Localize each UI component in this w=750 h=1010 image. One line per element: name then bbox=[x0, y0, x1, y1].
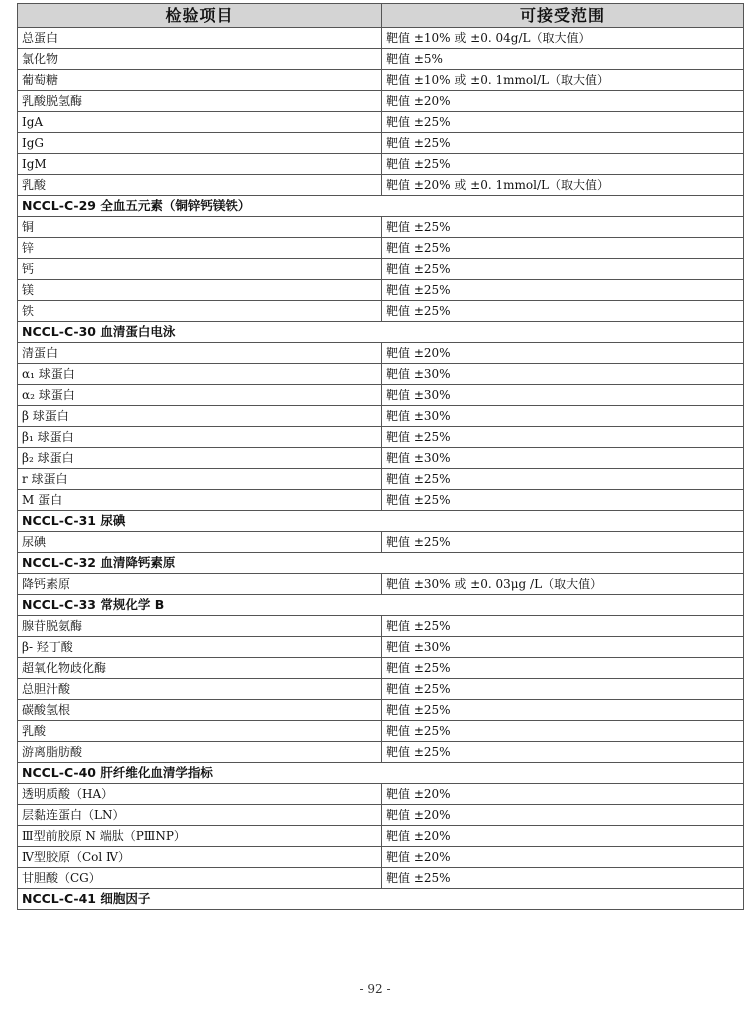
table-row bbox=[18, 364, 744, 385]
range-cell: 靶值 ±25% bbox=[382, 616, 744, 637]
page-number: - 92 - bbox=[359, 982, 391, 996]
range-cell: 靶值 ±20% bbox=[382, 91, 744, 112]
section-title: NCCL-C-29 全血五元素（铜锌钙镁铁） bbox=[18, 196, 744, 217]
item-cell: 锌 bbox=[18, 238, 382, 259]
table-row bbox=[18, 133, 744, 154]
section-title: NCCL-C-31 尿碘 bbox=[18, 511, 744, 532]
range-cell: 靶值 ±25% bbox=[382, 721, 744, 742]
range-cell: 靶值 ±30% bbox=[382, 406, 744, 427]
range-cell: 靶值 ±20% 或 ±0. 1mmol/L（取大值） bbox=[382, 175, 744, 196]
item-cell: 甘胆酸（CG） bbox=[18, 868, 382, 889]
header-range: 可接受范围 bbox=[382, 4, 744, 28]
range-cell: 靶值 ±25% bbox=[382, 427, 744, 448]
item-cell: 镁 bbox=[18, 280, 382, 301]
range-cell: 靶值 ±10% 或 ±0. 1mmol/L（取大值） bbox=[382, 70, 744, 91]
item-cell: 清蛋白 bbox=[18, 343, 382, 364]
table-row bbox=[18, 700, 744, 721]
item-cell: 层黏连蛋白（LN） bbox=[18, 805, 382, 826]
table-row bbox=[18, 154, 744, 175]
item-cell: Ⅲ型前胶原 N 端肽（PⅢNP） bbox=[18, 826, 382, 847]
table-row bbox=[18, 679, 744, 700]
range-cell: 靶值 ±25% bbox=[382, 217, 744, 238]
table-row bbox=[18, 490, 744, 511]
item-cell: 铜 bbox=[18, 217, 382, 238]
table-row bbox=[18, 868, 744, 889]
section-header-row bbox=[18, 889, 744, 910]
item-cell: IgM bbox=[18, 154, 382, 175]
range-cell: 靶值 ±25% bbox=[382, 133, 744, 154]
item-cell: 游离脂肪酸 bbox=[18, 742, 382, 763]
item-cell: 碳酸氢根 bbox=[18, 700, 382, 721]
item-cell: 透明质酸（HA） bbox=[18, 784, 382, 805]
range-cell: 靶值 ±20% bbox=[382, 847, 744, 868]
item-cell: 超氧化物歧化酶 bbox=[18, 658, 382, 679]
item-cell: 总蛋白 bbox=[18, 28, 382, 49]
range-cell: 靶值 ±30% bbox=[382, 637, 744, 658]
table-row bbox=[18, 175, 744, 196]
table-row bbox=[18, 280, 744, 301]
range-cell: 靶值 ±25% bbox=[382, 238, 744, 259]
range-cell: 靶值 ±30% bbox=[382, 385, 744, 406]
section-title: NCCL-C-30 血清蛋白电泳 bbox=[18, 322, 744, 343]
document-page bbox=[17, 3, 743, 910]
item-cell: 葡萄糖 bbox=[18, 70, 382, 91]
item-cell: 铁 bbox=[18, 301, 382, 322]
table-row bbox=[18, 574, 744, 595]
item-cell: 尿碘 bbox=[18, 532, 382, 553]
table-row bbox=[18, 112, 744, 133]
range-cell: 靶值 ±25% bbox=[382, 532, 744, 553]
table-row bbox=[18, 826, 744, 847]
section-title: NCCL-C-40 肝纤维化血清学指标 bbox=[18, 763, 744, 784]
item-cell: Ⅳ型胶原（Col Ⅳ） bbox=[18, 847, 382, 868]
range-cell: 靶值 ±20% bbox=[382, 805, 744, 826]
table-row bbox=[18, 658, 744, 679]
range-cell: 靶值 ±25% bbox=[382, 742, 744, 763]
table-row bbox=[18, 637, 744, 658]
table-row bbox=[18, 385, 744, 406]
item-cell: M 蛋白 bbox=[18, 490, 382, 511]
range-cell: 靶值 ±30% bbox=[382, 364, 744, 385]
item-cell: β₂ 球蛋白 bbox=[18, 448, 382, 469]
range-cell: 靶值 ±25% bbox=[382, 658, 744, 679]
range-cell: 靶值 ±25% bbox=[382, 301, 744, 322]
item-cell: β 球蛋白 bbox=[18, 406, 382, 427]
table-row bbox=[18, 616, 744, 637]
table-row bbox=[18, 406, 744, 427]
table-row bbox=[18, 448, 744, 469]
item-cell: 腺苷脱氨酶 bbox=[18, 616, 382, 637]
table-row bbox=[18, 301, 744, 322]
range-cell: 靶值 ±20% bbox=[382, 826, 744, 847]
range-cell: 靶值 ±30% 或 ±0. 03μg /L（取大值） bbox=[382, 574, 744, 595]
item-cell: IgA bbox=[18, 112, 382, 133]
section-header-row bbox=[18, 595, 744, 616]
range-cell: 靶值 ±20% bbox=[382, 784, 744, 805]
range-cell: 靶值 ±25% bbox=[382, 700, 744, 721]
table-row bbox=[18, 91, 744, 112]
table-row bbox=[18, 238, 744, 259]
item-cell: r 球蛋白 bbox=[18, 469, 382, 490]
table-row bbox=[18, 427, 744, 448]
item-cell: β₁ 球蛋白 bbox=[18, 427, 382, 448]
item-cell: 总胆汁酸 bbox=[18, 679, 382, 700]
range-cell: 靶值 ±25% bbox=[382, 154, 744, 175]
range-cell: 靶值 ±25% bbox=[382, 112, 744, 133]
section-header-row bbox=[18, 322, 744, 343]
range-cell: 靶值 ±25% bbox=[382, 868, 744, 889]
section-header-row bbox=[18, 763, 744, 784]
section-title: NCCL-C-32 血清降钙素原 bbox=[18, 553, 744, 574]
acceptance-range-table bbox=[17, 3, 744, 910]
range-cell: 靶值 ±25% bbox=[382, 469, 744, 490]
range-cell: 靶值 ±25% bbox=[382, 259, 744, 280]
section-title: NCCL-C-41 细胞因子 bbox=[18, 889, 744, 910]
range-cell: 靶值 ±30% bbox=[382, 448, 744, 469]
range-cell: 靶值 ±5% bbox=[382, 49, 744, 70]
item-cell: 钙 bbox=[18, 259, 382, 280]
table-row bbox=[18, 805, 744, 826]
range-cell: 靶值 ±10% 或 ±0. 04g/L（取大值） bbox=[382, 28, 744, 49]
item-cell: 乳酸 bbox=[18, 721, 382, 742]
table-row bbox=[18, 70, 744, 91]
table-row bbox=[18, 28, 744, 49]
item-cell: 降钙素原 bbox=[18, 574, 382, 595]
table-row bbox=[18, 784, 744, 805]
table-row bbox=[18, 217, 744, 238]
range-cell: 靶值 ±20% bbox=[382, 343, 744, 364]
table-row bbox=[18, 49, 744, 70]
section-header-row bbox=[18, 511, 744, 532]
item-cell: 乳酸脱氢酶 bbox=[18, 91, 382, 112]
table-header-row bbox=[18, 4, 744, 28]
table-row bbox=[18, 742, 744, 763]
item-cell: β- 羟丁酸 bbox=[18, 637, 382, 658]
item-cell: 氯化物 bbox=[18, 49, 382, 70]
table-row bbox=[18, 469, 744, 490]
table-row bbox=[18, 343, 744, 364]
table-row bbox=[18, 259, 744, 280]
section-title: NCCL-C-33 常规化学 B bbox=[18, 595, 744, 616]
range-cell: 靶值 ±25% bbox=[382, 490, 744, 511]
table-row bbox=[18, 532, 744, 553]
range-cell: 靶值 ±25% bbox=[382, 679, 744, 700]
header-item: 检验项目 bbox=[18, 4, 382, 28]
item-cell: 乳酸 bbox=[18, 175, 382, 196]
item-cell: α₂ 球蛋白 bbox=[18, 385, 382, 406]
table-body bbox=[18, 28, 744, 910]
section-header-row bbox=[18, 553, 744, 574]
item-cell: IgG bbox=[18, 133, 382, 154]
item-cell: α₁ 球蛋白 bbox=[18, 364, 382, 385]
range-cell: 靶值 ±25% bbox=[382, 280, 744, 301]
section-header-row bbox=[18, 196, 744, 217]
table-row bbox=[18, 721, 744, 742]
table-row bbox=[18, 847, 744, 868]
